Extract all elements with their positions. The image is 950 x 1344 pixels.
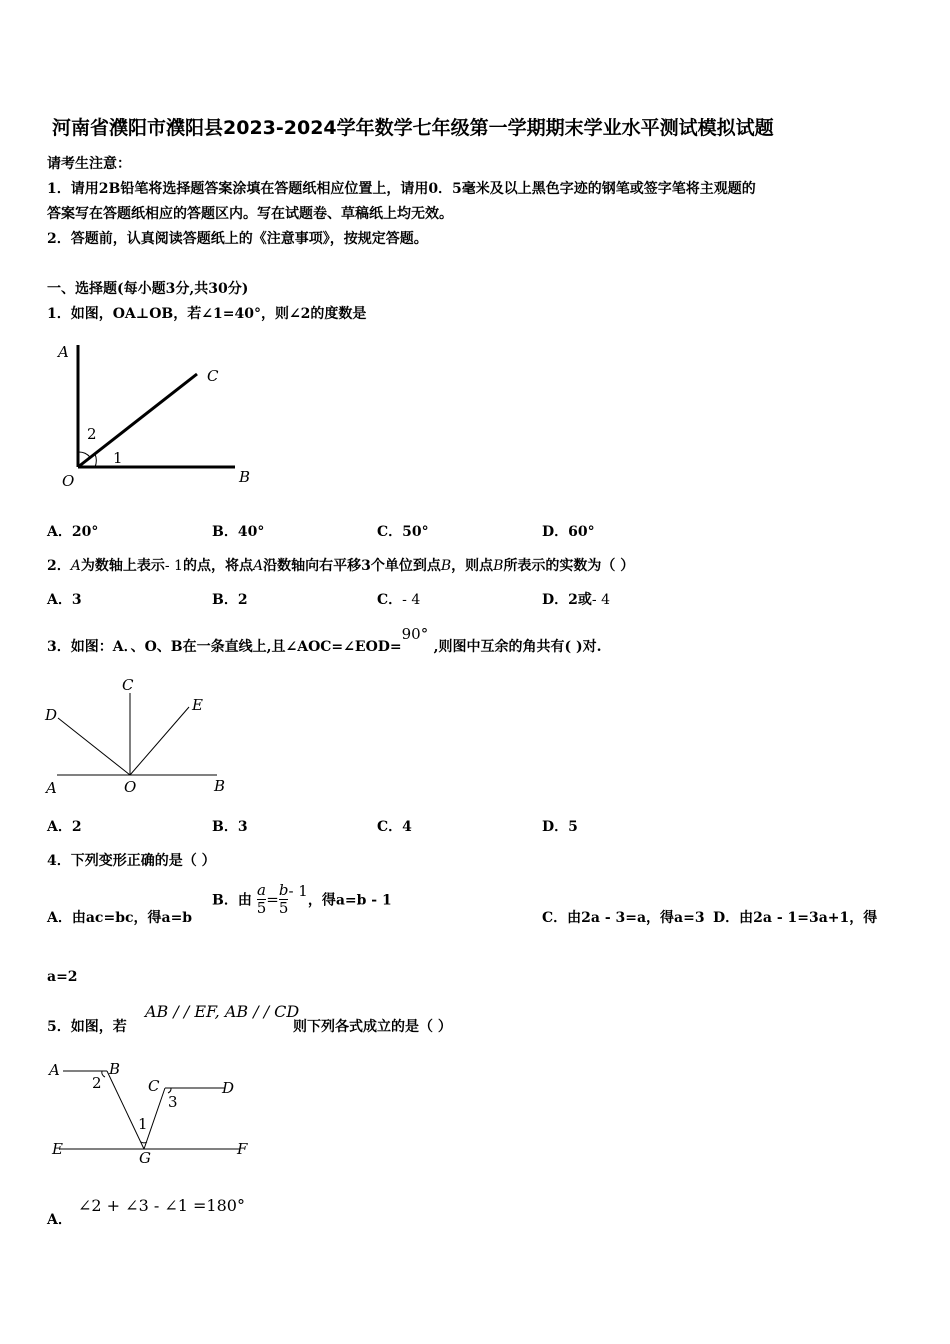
q2-option-c-value: - 4 — [402, 592, 421, 608]
q4-option-c: C．由2a - 3=a，得a=3 — [542, 910, 705, 926]
q2-point-a-2: A — [252, 558, 264, 574]
label-d: D — [45, 706, 58, 724]
question-5-stem-2: 则下列各式成立的是（ ） — [293, 1019, 452, 1035]
angle-1-arc — [95, 454, 96, 467]
q2-option-d-value: - 4 — [591, 592, 610, 608]
label-c: C — [122, 676, 134, 694]
q2-option-b: B．2 — [212, 592, 248, 608]
label-angle-3: 3 — [168, 1093, 178, 1111]
notice-line-1b: 答案写在答题纸相应的答题区内。写在试题卷、草稿纸上均无效。 — [47, 206, 453, 222]
q3-option-c: C．4 — [377, 819, 412, 835]
q2-option-c — [377, 589, 420, 609]
fraction-b-num: b — [278, 881, 289, 899]
q4-option-d: D．由2a - 1=3a+1，得 — [713, 910, 878, 926]
q4-option-b-pre: B．由 — [212, 892, 252, 909]
label-o: O — [62, 472, 75, 490]
q3-degree: 90° — [401, 625, 429, 643]
label-b: B — [109, 1060, 121, 1078]
q1-option-b: B．40° — [212, 524, 265, 540]
label-angle-1: 1 — [138, 1115, 148, 1133]
q5-option-a-formula: ∠2 + ∠3 - ∠1 =180° — [78, 1196, 245, 1215]
ray-od — [58, 718, 130, 775]
q4-option-a: A．由ac=bc，得a=b — [47, 910, 193, 926]
equals-sign: = — [266, 890, 279, 909]
q3-stem-2: ,则图中互余的角共有( )对. — [433, 639, 602, 655]
notice-line-1: 1．请用2B铅笔将选择题答案涂填在答题纸相应位置上，请用0．5毫米及以上黑色字迹的钢笔或签字笔将主观题的 — [47, 181, 756, 197]
q1-option-c: C．50° — [377, 524, 429, 540]
q2-option-c-label: C． — [377, 592, 403, 608]
question-1-figure — [55, 340, 270, 490]
question-5-stem-1: 5．如图，若 — [47, 1019, 127, 1035]
notice-line-2: 2．答题前，认真阅读答题纸上的《注意事项》，按规定答题。 — [47, 231, 428, 247]
page-title: 河南省濮阳市濮阳县2023-2024学年数学七年级第一学期期末学业水平测试模拟试题 — [52, 117, 774, 139]
label-c: C — [148, 1077, 160, 1095]
fraction-b-over-5 — [279, 882, 289, 917]
label-angle-1: 1 — [113, 449, 123, 467]
question-5-formula: AB / / EF, AB / / CD — [145, 1002, 300, 1021]
ray-oe — [130, 707, 189, 775]
question-4-stem: 4．下列变形正确的是（ ） — [47, 853, 216, 869]
label-e: E — [52, 1140, 63, 1158]
q1-option-a: A．20° — [47, 524, 99, 540]
q2-text-1: 为数轴上表示 — [80, 558, 165, 574]
label-d: D — [222, 1079, 235, 1097]
minus-one: - 1 — [288, 881, 308, 900]
label-angle-2: 2 — [87, 425, 97, 443]
q1-option-d: D．60° — [542, 524, 595, 540]
question-3-figure — [42, 675, 242, 800]
q2-option-a: A．3 — [47, 592, 82, 608]
q2-neg-one: - 1 — [164, 558, 183, 574]
label-a: A — [46, 779, 57, 797]
q2-text-2: 的点，将点 — [182, 558, 253, 574]
q5-option-a-label: A． — [47, 1212, 72, 1228]
q2-text-4: ，则点 — [451, 558, 494, 574]
label-angle-2: 2 — [92, 1074, 102, 1092]
q2-option-d — [542, 589, 610, 609]
q4-option-d-continued: a=2 — [47, 969, 78, 985]
fraction-a-den: 5 — [256, 899, 267, 917]
angle-1-arc — [141, 1142, 147, 1143]
label-c: C — [207, 367, 219, 385]
label-a: A — [49, 1061, 60, 1079]
q2-text-3: 沿数轴向右平移3个单位到点 — [263, 558, 441, 574]
label-g: G — [139, 1149, 151, 1167]
q3-stem-1: 3．如图：A．、O、B在一条直线上,且∠AOC=∠EOD= — [47, 639, 402, 655]
segment-bg — [107, 1071, 144, 1149]
q2-point-a: A — [70, 558, 81, 574]
notice-heading: 请考生注意： — [47, 156, 131, 172]
angle-2-arc — [102, 1071, 105, 1077]
section-heading: 一、选择题(每小题3分,共30分) — [47, 281, 249, 297]
q2-point-b-2: B — [493, 558, 504, 574]
fraction-b-den: 5 — [278, 899, 289, 917]
fraction-a-num: a — [257, 881, 266, 899]
q2-option-d-label: D．2或 — [542, 592, 592, 608]
q3-option-a: A．2 — [47, 819, 82, 835]
q2-text-5: 所表示的实数为（ ） — [503, 558, 635, 574]
angle-2-arc — [78, 452, 90, 457]
label-e: E — [192, 696, 203, 714]
label-b: B — [239, 468, 251, 486]
label-f: F — [237, 1140, 248, 1158]
q3-option-d: D．5 — [542, 819, 578, 835]
q2-point-b: B — [440, 558, 452, 574]
q3-option-b: B．3 — [212, 819, 248, 835]
q4-option-b — [212, 882, 392, 917]
ray-oc — [78, 374, 197, 467]
label-o: O — [124, 778, 137, 796]
question-1-stem: 1．如图，OA⊥OB，若∠1=40°，则∠2的度数是 — [47, 306, 367, 322]
q2-number: 2． — [47, 558, 71, 574]
label-a: A — [58, 343, 69, 361]
question-2-stem — [47, 555, 634, 575]
question-3-stem — [47, 625, 602, 656]
fraction-a-over-5 — [257, 882, 267, 917]
question-5-figure — [45, 1055, 260, 1170]
q4-option-b-post: ，得a=b - 1 — [307, 892, 392, 909]
label-b: B — [214, 777, 226, 795]
